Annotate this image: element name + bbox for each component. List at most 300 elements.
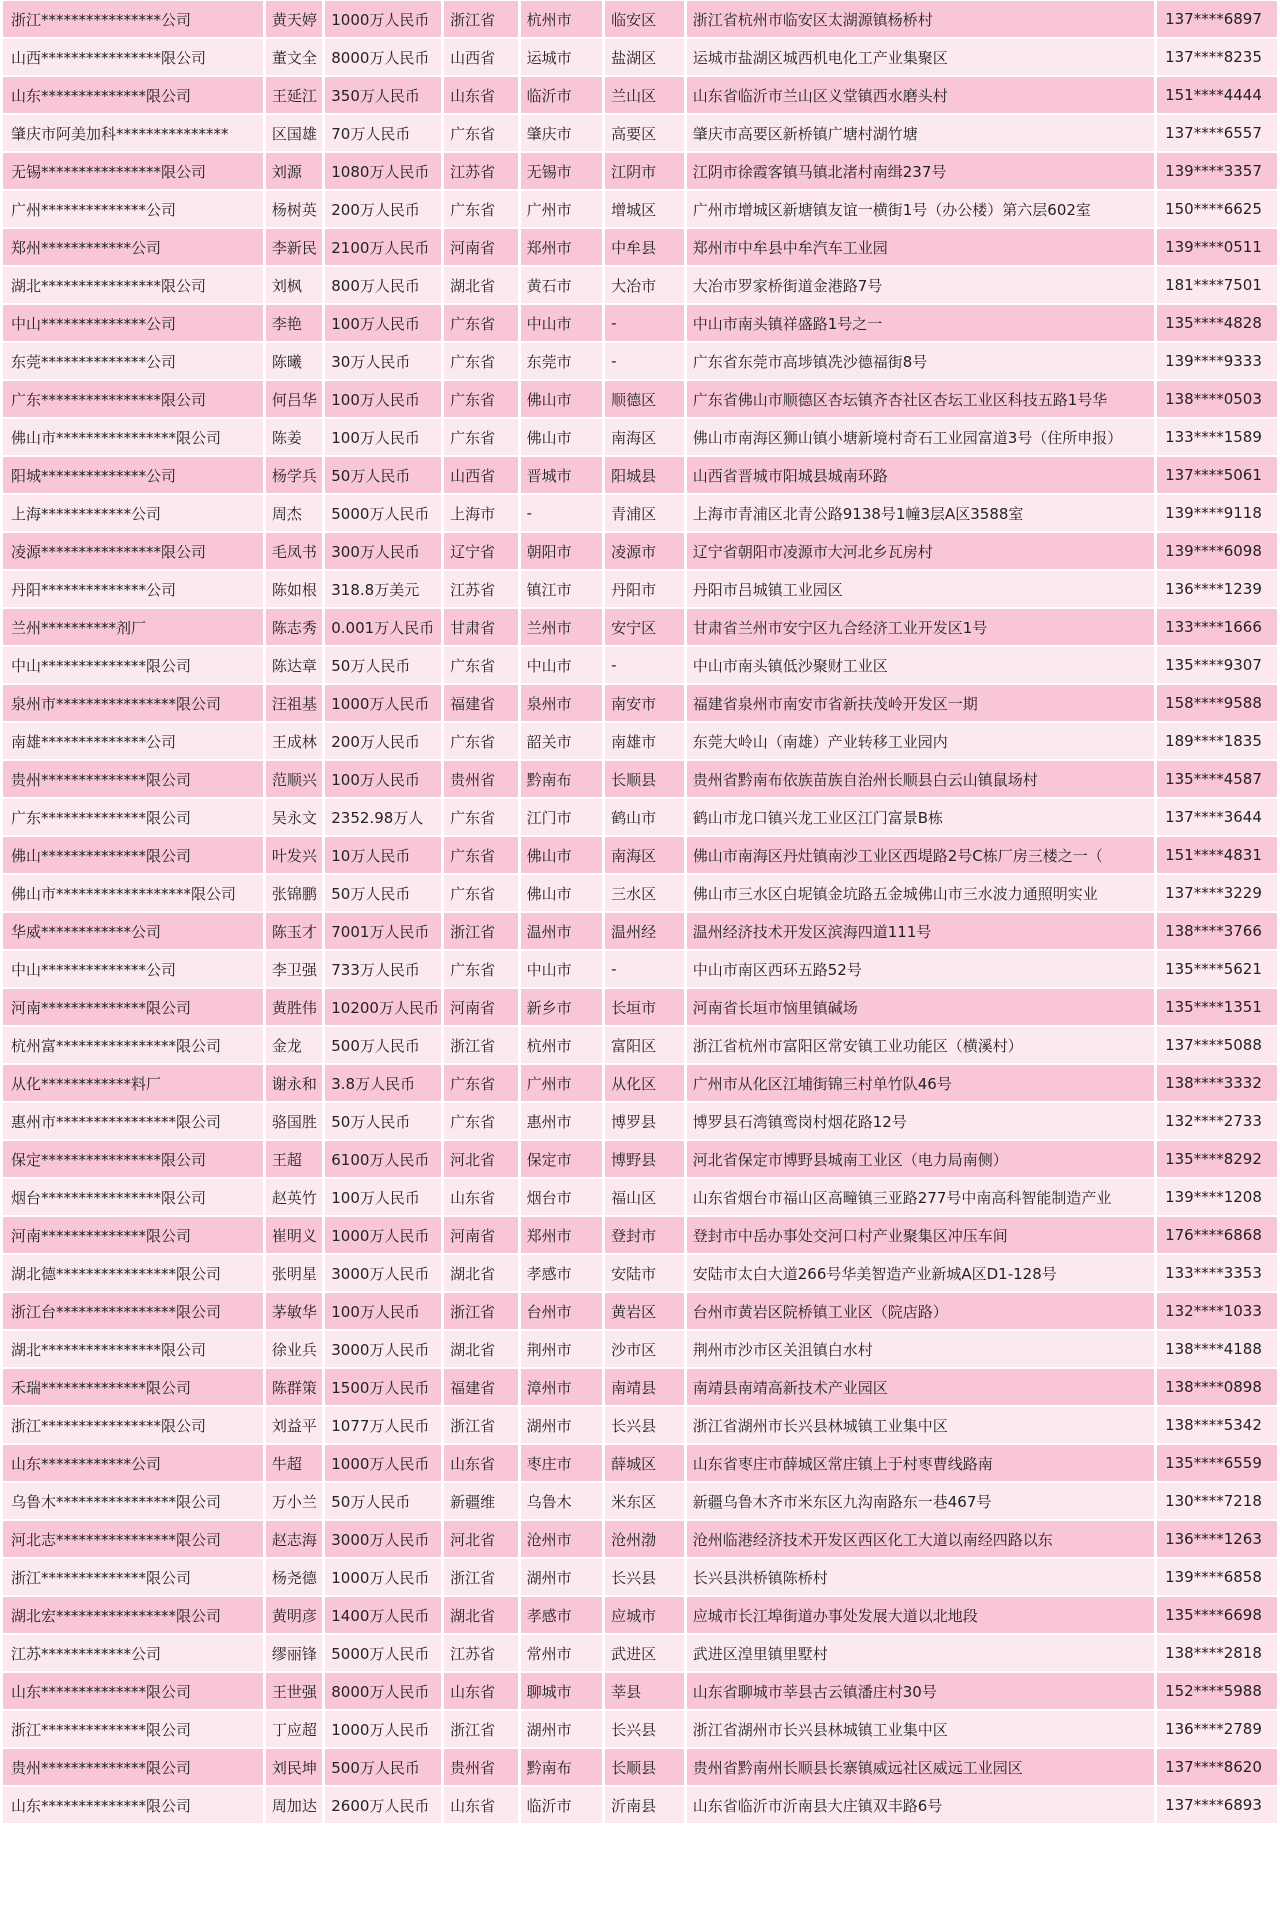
phone-cell[interactable]: 130****7218 <box>1157 1483 1277 1519</box>
company-name-cell[interactable]: 广东**************限公司 <box>3 799 263 835</box>
province-cell[interactable]: 江苏省 <box>444 571 518 607</box>
phone-cell[interactable]: 137****5088 <box>1157 1027 1277 1063</box>
city-cell[interactable]: 湖州市 <box>521 1711 603 1747</box>
company-name-cell[interactable]: 广州**************公司 <box>3 191 263 227</box>
phone-cell[interactable]: 176****6868 <box>1157 1217 1277 1253</box>
district-cell[interactable]: 米东区 <box>605 1483 684 1519</box>
registered-capital-cell[interactable]: 200万人民币 <box>325 191 441 227</box>
address-cell[interactable]: 安陆市太白大道266号华美智造产业新城A区D1-128号 <box>687 1255 1154 1291</box>
city-cell[interactable]: - <box>521 495 603 531</box>
registered-capital-cell[interactable]: 50万人民币 <box>325 1103 441 1139</box>
province-cell[interactable]: 山东省 <box>444 77 518 113</box>
city-cell[interactable]: 兰州市 <box>521 609 603 645</box>
district-cell[interactable]: 长兴县 <box>605 1559 684 1595</box>
phone-cell[interactable]: 139****9333 <box>1157 343 1277 379</box>
city-cell[interactable]: 无锡市 <box>521 153 603 189</box>
registered-capital-cell[interactable]: 8000万人民币 <box>325 1673 441 1709</box>
province-cell[interactable]: 广东省 <box>444 951 518 987</box>
province-cell[interactable]: 辽宁省 <box>444 533 518 569</box>
province-cell[interactable]: 福建省 <box>444 1369 518 1405</box>
legal-person-cell[interactable]: 陈如根 <box>266 571 322 607</box>
address-cell[interactable]: 佛山市三水区白坭镇金坑路五金城佛山市三水波力通照明实业 <box>687 875 1154 911</box>
city-cell[interactable]: 佛山市 <box>521 875 603 911</box>
phone-cell[interactable]: 158****9588 <box>1157 685 1277 721</box>
phone-cell[interactable]: 139****0511 <box>1157 229 1277 265</box>
district-cell[interactable]: 富阳区 <box>605 1027 684 1063</box>
district-cell[interactable]: 江阴市 <box>605 153 684 189</box>
province-cell[interactable]: 浙江省 <box>444 1027 518 1063</box>
legal-person-cell[interactable]: 谢永和 <box>266 1065 322 1101</box>
registered-capital-cell[interactable]: 3000万人民币 <box>325 1255 441 1291</box>
district-cell[interactable]: 安宁区 <box>605 609 684 645</box>
phone-cell[interactable]: 137****6557 <box>1157 115 1277 151</box>
district-cell[interactable]: 福山区 <box>605 1179 684 1215</box>
registered-capital-cell[interactable]: 2352.98万人 <box>325 799 441 835</box>
city-cell[interactable]: 中山市 <box>521 951 603 987</box>
province-cell[interactable]: 山西省 <box>444 39 518 75</box>
phone-cell[interactable]: 189****1835 <box>1157 723 1277 759</box>
city-cell[interactable]: 黔南布 <box>521 1749 603 1785</box>
district-cell[interactable]: 南靖县 <box>605 1369 684 1405</box>
city-cell[interactable]: 杭州市 <box>521 1 603 37</box>
district-cell[interactable]: - <box>605 647 684 683</box>
city-cell[interactable]: 郑州市 <box>521 229 603 265</box>
city-cell[interactable]: 临沂市 <box>521 77 603 113</box>
province-cell[interactable]: 广东省 <box>444 419 518 455</box>
province-cell[interactable]: 河南省 <box>444 989 518 1025</box>
legal-person-cell[interactable]: 汪祖基 <box>266 685 322 721</box>
address-cell[interactable]: 荆州市沙市区关沮镇白水村 <box>687 1331 1154 1367</box>
address-cell[interactable]: 郑州市中牟县中牟汽车工业园 <box>687 229 1154 265</box>
city-cell[interactable]: 温州市 <box>521 913 603 949</box>
legal-person-cell[interactable]: 张锦鹏 <box>266 875 322 911</box>
district-cell[interactable]: 温州经 <box>605 913 684 949</box>
city-cell[interactable]: 韶关市 <box>521 723 603 759</box>
province-cell[interactable]: 江苏省 <box>444 153 518 189</box>
registered-capital-cell[interactable]: 0.001万人民币 <box>325 609 441 645</box>
legal-person-cell[interactable]: 陈群策 <box>266 1369 322 1405</box>
district-cell[interactable]: 顺德区 <box>605 381 684 417</box>
phone-cell[interactable]: 135****8292 <box>1157 1141 1277 1177</box>
district-cell[interactable]: 博野县 <box>605 1141 684 1177</box>
registered-capital-cell[interactable]: 50万人民币 <box>325 457 441 493</box>
address-cell[interactable]: 山东省枣庄市薛城区常庄镇上于村枣曹线路南 <box>687 1445 1154 1481</box>
legal-person-cell[interactable]: 周加达 <box>266 1787 322 1823</box>
address-cell[interactable]: 大冶市罗家桥街道金港路7号 <box>687 267 1154 303</box>
province-cell[interactable]: 山东省 <box>444 1787 518 1823</box>
registered-capital-cell[interactable]: 50万人民币 <box>325 875 441 911</box>
province-cell[interactable]: 山西省 <box>444 457 518 493</box>
company-name-cell[interactable]: 湖北宏****************限公司 <box>3 1597 263 1633</box>
registered-capital-cell[interactable]: 5000万人民币 <box>325 495 441 531</box>
legal-person-cell[interactable]: 骆国胜 <box>266 1103 322 1139</box>
legal-person-cell[interactable]: 刘枫 <box>266 267 322 303</box>
company-name-cell[interactable]: 上海************公司 <box>3 495 263 531</box>
phone-cell[interactable]: 137****5061 <box>1157 457 1277 493</box>
phone-cell[interactable]: 151****4831 <box>1157 837 1277 873</box>
registered-capital-cell[interactable]: 500万人民币 <box>325 1027 441 1063</box>
city-cell[interactable]: 东莞市 <box>521 343 603 379</box>
district-cell[interactable]: 长顺县 <box>605 761 684 797</box>
address-cell[interactable]: 河北省保定市博野县城南工业区（电力局南侧） <box>687 1141 1154 1177</box>
company-name-cell[interactable]: 广东****************限公司 <box>3 381 263 417</box>
phone-cell[interactable]: 132****1033 <box>1157 1293 1277 1329</box>
registered-capital-cell[interactable]: 70万人民币 <box>325 115 441 151</box>
legal-person-cell[interactable]: 黄明彦 <box>266 1597 322 1633</box>
company-name-cell[interactable]: 浙江**************限公司 <box>3 1711 263 1747</box>
company-name-cell[interactable]: 浙江台****************限公司 <box>3 1293 263 1329</box>
province-cell[interactable]: 新疆维 <box>444 1483 518 1519</box>
phone-cell[interactable]: 138****3332 <box>1157 1065 1277 1101</box>
city-cell[interactable]: 广州市 <box>521 191 603 227</box>
company-name-cell[interactable]: 兰州**********剂厂 <box>3 609 263 645</box>
district-cell[interactable]: 南安市 <box>605 685 684 721</box>
district-cell[interactable]: 博罗县 <box>605 1103 684 1139</box>
company-name-cell[interactable]: 贵州**************限公司 <box>3 761 263 797</box>
district-cell[interactable]: 青浦区 <box>605 495 684 531</box>
address-cell[interactable]: 博罗县石湾镇鸾岗村烟花路12号 <box>687 1103 1154 1139</box>
legal-person-cell[interactable]: 区国雄 <box>266 115 322 151</box>
company-name-cell[interactable]: 惠州市****************限公司 <box>3 1103 263 1139</box>
registered-capital-cell[interactable]: 200万人民币 <box>325 723 441 759</box>
registered-capital-cell[interactable]: 1500万人民币 <box>325 1369 441 1405</box>
city-cell[interactable]: 台州市 <box>521 1293 603 1329</box>
province-cell[interactable]: 河南省 <box>444 229 518 265</box>
registered-capital-cell[interactable]: 6100万人民币 <box>325 1141 441 1177</box>
registered-capital-cell[interactable]: 300万人民币 <box>325 533 441 569</box>
company-name-cell[interactable]: 浙江****************公司 <box>3 1 263 37</box>
province-cell[interactable]: 广东省 <box>444 723 518 759</box>
district-cell[interactable]: - <box>605 951 684 987</box>
province-cell[interactable]: 湖北省 <box>444 1331 518 1367</box>
legal-person-cell[interactable]: 缪丽锋 <box>266 1635 322 1671</box>
city-cell[interactable]: 晋城市 <box>521 457 603 493</box>
district-cell[interactable]: 兰山区 <box>605 77 684 113</box>
legal-person-cell[interactable]: 李艳 <box>266 305 322 341</box>
registered-capital-cell[interactable]: 318.8万美元 <box>325 571 441 607</box>
legal-person-cell[interactable]: 杨树英 <box>266 191 322 227</box>
district-cell[interactable]: 长顺县 <box>605 1749 684 1785</box>
company-name-cell[interactable]: 乌鲁木****************限公司 <box>3 1483 263 1519</box>
district-cell[interactable]: 南海区 <box>605 419 684 455</box>
district-cell[interactable]: 凌源市 <box>605 533 684 569</box>
phone-cell[interactable]: 136****2789 <box>1157 1711 1277 1747</box>
province-cell[interactable]: 广东省 <box>444 343 518 379</box>
address-cell[interactable]: 新疆乌鲁木齐市米东区九沟南路东一巷467号 <box>687 1483 1154 1519</box>
company-name-cell[interactable]: 保定****************限公司 <box>3 1141 263 1177</box>
province-cell[interactable]: 上海市 <box>444 495 518 531</box>
registered-capital-cell[interactable]: 50万人民币 <box>325 1483 441 1519</box>
province-cell[interactable]: 河北省 <box>444 1141 518 1177</box>
district-cell[interactable]: 武进区 <box>605 1635 684 1671</box>
address-cell[interactable]: 佛山市南海区狮山镇小塘新境村奇石工业园富道3号（住所申报） <box>687 419 1154 455</box>
company-name-cell[interactable]: 佛山**************限公司 <box>3 837 263 873</box>
province-cell[interactable]: 河南省 <box>444 1217 518 1253</box>
legal-person-cell[interactable]: 茅敏华 <box>266 1293 322 1329</box>
district-cell[interactable]: 南雄市 <box>605 723 684 759</box>
district-cell[interactable]: 薛城区 <box>605 1445 684 1481</box>
company-name-cell[interactable]: 中山**************限公司 <box>3 647 263 683</box>
province-cell[interactable]: 广东省 <box>444 1065 518 1101</box>
city-cell[interactable]: 孝感市 <box>521 1597 603 1633</box>
address-cell[interactable]: 山西省晋城市阳城县城南环路 <box>687 457 1154 493</box>
address-cell[interactable]: 沧州临港经济技术开发区西区化工大道以南经四路以东 <box>687 1521 1154 1557</box>
city-cell[interactable]: 朝阳市 <box>521 533 603 569</box>
company-name-cell[interactable]: 中山**************公司 <box>3 305 263 341</box>
legal-person-cell[interactable]: 陈曦 <box>266 343 322 379</box>
province-cell[interactable]: 广东省 <box>444 647 518 683</box>
address-cell[interactable]: 长兴县洪桥镇陈桥村 <box>687 1559 1154 1595</box>
province-cell[interactable]: 贵州省 <box>444 1749 518 1785</box>
phone-cell[interactable]: 135****5621 <box>1157 951 1277 987</box>
district-cell[interactable]: 增城区 <box>605 191 684 227</box>
province-cell[interactable]: 福建省 <box>444 685 518 721</box>
legal-person-cell[interactable]: 杨学兵 <box>266 457 322 493</box>
address-cell[interactable]: 佛山市南海区丹灶镇南沙工业区西堤路2号C栋厂房三楼之一（ <box>687 837 1154 873</box>
registered-capital-cell[interactable]: 1000万人民币 <box>325 1217 441 1253</box>
city-cell[interactable]: 荆州市 <box>521 1331 603 1367</box>
city-cell[interactable]: 惠州市 <box>521 1103 603 1139</box>
province-cell[interactable]: 广东省 <box>444 115 518 151</box>
phone-cell[interactable]: 135****4587 <box>1157 761 1277 797</box>
address-cell[interactable]: 广州市从化区江埔街锦三村单竹队46号 <box>687 1065 1154 1101</box>
address-cell[interactable]: 台州市黄岩区院桥镇工业区（院店路） <box>687 1293 1154 1329</box>
phone-cell[interactable]: 139****9118 <box>1157 495 1277 531</box>
address-cell[interactable]: 浙江省湖州市长兴县林城镇工业集中区 <box>687 1711 1154 1747</box>
phone-cell[interactable]: 137****8620 <box>1157 1749 1277 1785</box>
phone-cell[interactable]: 137****6897 <box>1157 1 1277 37</box>
legal-person-cell[interactable]: 王世强 <box>266 1673 322 1709</box>
phone-cell[interactable]: 181****7501 <box>1157 267 1277 303</box>
company-name-cell[interactable]: 湖北****************限公司 <box>3 1331 263 1367</box>
phone-cell[interactable]: 137****3229 <box>1157 875 1277 911</box>
registered-capital-cell[interactable]: 3000万人民币 <box>325 1521 441 1557</box>
registered-capital-cell[interactable]: 10200万人民币 <box>325 989 441 1025</box>
address-cell[interactable]: 武进区湟里镇里墅村 <box>687 1635 1154 1671</box>
company-name-cell[interactable]: 泉州市****************限公司 <box>3 685 263 721</box>
legal-person-cell[interactable]: 陈玉才 <box>266 913 322 949</box>
company-name-cell[interactable]: 南雄**************公司 <box>3 723 263 759</box>
legal-person-cell[interactable]: 陈志秀 <box>266 609 322 645</box>
legal-person-cell[interactable]: 金龙 <box>266 1027 322 1063</box>
phone-cell[interactable]: 135****6698 <box>1157 1597 1277 1633</box>
district-cell[interactable]: 鹤山市 <box>605 799 684 835</box>
legal-person-cell[interactable]: 吴永文 <box>266 799 322 835</box>
phone-cell[interactable]: 139****3357 <box>1157 153 1277 189</box>
legal-person-cell[interactable]: 黄胜伟 <box>266 989 322 1025</box>
phone-cell[interactable]: 138****0503 <box>1157 381 1277 417</box>
phone-cell[interactable]: 137****8235 <box>1157 39 1277 75</box>
district-cell[interactable]: 临安区 <box>605 1 684 37</box>
registered-capital-cell[interactable]: 100万人民币 <box>325 305 441 341</box>
phone-cell[interactable]: 150****6625 <box>1157 191 1277 227</box>
district-cell[interactable]: 沧州渤 <box>605 1521 684 1557</box>
city-cell[interactable]: 常州市 <box>521 1635 603 1671</box>
district-cell[interactable]: 长垣市 <box>605 989 684 1025</box>
registered-capital-cell[interactable]: 3.8万人民币 <box>325 1065 441 1101</box>
city-cell[interactable]: 孝感市 <box>521 1255 603 1291</box>
district-cell[interactable]: - <box>605 305 684 341</box>
phone-cell[interactable]: 139****6858 <box>1157 1559 1277 1595</box>
legal-person-cell[interactable]: 董文全 <box>266 39 322 75</box>
city-cell[interactable]: 中山市 <box>521 647 603 683</box>
province-cell[interactable]: 山东省 <box>444 1445 518 1481</box>
city-cell[interactable]: 枣庄市 <box>521 1445 603 1481</box>
city-cell[interactable]: 聊城市 <box>521 1673 603 1709</box>
address-cell[interactable]: 中山市南头镇祥盛路1号之一 <box>687 305 1154 341</box>
legal-person-cell[interactable]: 王超 <box>266 1141 322 1177</box>
company-name-cell[interactable]: 山东************公司 <box>3 1445 263 1481</box>
registered-capital-cell[interactable]: 100万人民币 <box>325 1179 441 1215</box>
company-name-cell[interactable]: 郑州************公司 <box>3 229 263 265</box>
registered-capital-cell[interactable]: 1000万人民币 <box>325 1711 441 1747</box>
registered-capital-cell[interactable]: 5000万人民币 <box>325 1635 441 1671</box>
legal-person-cell[interactable]: 刘益平 <box>266 1407 322 1443</box>
company-name-cell[interactable]: 烟台****************限公司 <box>3 1179 263 1215</box>
legal-person-cell[interactable]: 李新民 <box>266 229 322 265</box>
city-cell[interactable]: 运城市 <box>521 39 603 75</box>
registered-capital-cell[interactable]: 100万人民币 <box>325 761 441 797</box>
registered-capital-cell[interactable]: 10万人民币 <box>325 837 441 873</box>
address-cell[interactable]: 辽宁省朝阳市凌源市大河北乡瓦房村 <box>687 533 1154 569</box>
legal-person-cell[interactable]: 赵志海 <box>266 1521 322 1557</box>
legal-person-cell[interactable]: 周杰 <box>266 495 322 531</box>
legal-person-cell[interactable]: 杨尧德 <box>266 1559 322 1595</box>
province-cell[interactable]: 河北省 <box>444 1521 518 1557</box>
company-name-cell[interactable]: 凌源****************限公司 <box>3 533 263 569</box>
company-name-cell[interactable]: 无锡****************限公司 <box>3 153 263 189</box>
address-cell[interactable]: 登封市中岳办事处交河口村产业聚集区冲压车间 <box>687 1217 1154 1253</box>
address-cell[interactable]: 浙江省杭州市富阳区常安镇工业功能区（横溪村） <box>687 1027 1154 1063</box>
city-cell[interactable]: 临沂市 <box>521 1787 603 1823</box>
registered-capital-cell[interactable]: 500万人民币 <box>325 1749 441 1785</box>
province-cell[interactable]: 广东省 <box>444 191 518 227</box>
legal-person-cell[interactable]: 王延江 <box>266 77 322 113</box>
province-cell[interactable]: 贵州省 <box>444 761 518 797</box>
legal-person-cell[interactable]: 刘民坤 <box>266 1749 322 1785</box>
phone-cell[interactable]: 135****4828 <box>1157 305 1277 341</box>
city-cell[interactable]: 江门市 <box>521 799 603 835</box>
legal-person-cell[interactable]: 范顺兴 <box>266 761 322 797</box>
district-cell[interactable]: 应城市 <box>605 1597 684 1633</box>
address-cell[interactable]: 中山市南头镇低沙聚财工业区 <box>687 647 1154 683</box>
city-cell[interactable]: 黔南布 <box>521 761 603 797</box>
city-cell[interactable]: 佛山市 <box>521 419 603 455</box>
registered-capital-cell[interactable]: 2600万人民币 <box>325 1787 441 1823</box>
district-cell[interactable]: 长兴县 <box>605 1711 684 1747</box>
address-cell[interactable]: 甘肃省兰州市安宁区九合经济工业开发区1号 <box>687 609 1154 645</box>
legal-person-cell[interactable]: 毛凤书 <box>266 533 322 569</box>
phone-cell[interactable]: 138****0898 <box>1157 1369 1277 1405</box>
legal-person-cell[interactable]: 王成林 <box>266 723 322 759</box>
province-cell[interactable]: 山东省 <box>444 1179 518 1215</box>
phone-cell[interactable]: 135****6559 <box>1157 1445 1277 1481</box>
phone-cell[interactable]: 133****1666 <box>1157 609 1277 645</box>
address-cell[interactable]: 河南省长垣市恼里镇碱场 <box>687 989 1154 1025</box>
registered-capital-cell[interactable]: 1000万人民币 <box>325 1 441 37</box>
district-cell[interactable]: 中牟县 <box>605 229 684 265</box>
phone-cell[interactable]: 138****5342 <box>1157 1407 1277 1443</box>
phone-cell[interactable]: 136****1239 <box>1157 571 1277 607</box>
registered-capital-cell[interactable]: 50万人民币 <box>325 647 441 683</box>
company-name-cell[interactable]: 河南**************限公司 <box>3 989 263 1025</box>
district-cell[interactable]: 大冶市 <box>605 267 684 303</box>
district-cell[interactable]: 沂南县 <box>605 1787 684 1823</box>
city-cell[interactable]: 漳州市 <box>521 1369 603 1405</box>
address-cell[interactable]: 山东省聊城市莘县古云镇潘庄村30号 <box>687 1673 1154 1709</box>
city-cell[interactable]: 乌鲁木 <box>521 1483 603 1519</box>
registered-capital-cell[interactable]: 100万人民币 <box>325 381 441 417</box>
city-cell[interactable]: 镇江市 <box>521 571 603 607</box>
city-cell[interactable]: 佛山市 <box>521 837 603 873</box>
province-cell[interactable]: 江苏省 <box>444 1635 518 1671</box>
legal-person-cell[interactable]: 牛超 <box>266 1445 322 1481</box>
city-cell[interactable]: 广州市 <box>521 1065 603 1101</box>
company-name-cell[interactable]: 从化************料厂 <box>3 1065 263 1101</box>
city-cell[interactable]: 新乡市 <box>521 989 603 1025</box>
company-name-cell[interactable]: 佛山市****************限公司 <box>3 419 263 455</box>
province-cell[interactable]: 湖北省 <box>444 267 518 303</box>
registered-capital-cell[interactable]: 7001万人民币 <box>325 913 441 949</box>
address-cell[interactable]: 肇庆市高要区新桥镇广塘村湖竹塘 <box>687 115 1154 151</box>
address-cell[interactable]: 山东省临沂市兰山区义堂镇西水磨头村 <box>687 77 1154 113</box>
registered-capital-cell[interactable]: 733万人民币 <box>325 951 441 987</box>
address-cell[interactable]: 上海市青浦区北青公路9138号1幢3层A区3588室 <box>687 495 1154 531</box>
province-cell[interactable]: 湖北省 <box>444 1255 518 1291</box>
legal-person-cell[interactable]: 陈姜 <box>266 419 322 455</box>
district-cell[interactable]: 南海区 <box>605 837 684 873</box>
address-cell[interactable]: 中山市南区西环五路52号 <box>687 951 1154 987</box>
city-cell[interactable]: 泉州市 <box>521 685 603 721</box>
city-cell[interactable]: 郑州市 <box>521 1217 603 1253</box>
legal-person-cell[interactable]: 赵英竹 <box>266 1179 322 1215</box>
city-cell[interactable]: 烟台市 <box>521 1179 603 1215</box>
address-cell[interactable]: 广州市增城区新塘镇友谊一横街1号（办公楼）第六层602室 <box>687 191 1154 227</box>
city-cell[interactable]: 杭州市 <box>521 1027 603 1063</box>
district-cell[interactable]: 高要区 <box>605 115 684 151</box>
address-cell[interactable]: 福建省泉州市南安市省新扶茂岭开发区一期 <box>687 685 1154 721</box>
phone-cell[interactable]: 138****4188 <box>1157 1331 1277 1367</box>
address-cell[interactable]: 江阴市徐霞客镇马镇北渚村南缉237号 <box>687 153 1154 189</box>
address-cell[interactable]: 广东省东莞市高埗镇冼沙德福街8号 <box>687 343 1154 379</box>
address-cell[interactable]: 南靖县南靖高新技术产业园区 <box>687 1369 1154 1405</box>
company-name-cell[interactable]: 山东**************限公司 <box>3 1787 263 1823</box>
province-cell[interactable]: 浙江省 <box>444 1 518 37</box>
district-cell[interactable]: - <box>605 343 684 379</box>
phone-cell[interactable]: 138****2818 <box>1157 1635 1277 1671</box>
phone-cell[interactable]: 133****1589 <box>1157 419 1277 455</box>
phone-cell[interactable]: 133****3353 <box>1157 1255 1277 1291</box>
province-cell[interactable]: 广东省 <box>444 381 518 417</box>
company-name-cell[interactable]: 河北志****************限公司 <box>3 1521 263 1557</box>
district-cell[interactable]: 长兴县 <box>605 1407 684 1443</box>
province-cell[interactable]: 广东省 <box>444 837 518 873</box>
company-name-cell[interactable]: 佛山市******************限公司 <box>3 875 263 911</box>
district-cell[interactable]: 沙市区 <box>605 1331 684 1367</box>
phone-cell[interactable]: 137****6893 <box>1157 1787 1277 1823</box>
phone-cell[interactable]: 135****9307 <box>1157 647 1277 683</box>
legal-person-cell[interactable]: 黄天婷 <box>266 1 322 37</box>
phone-cell[interactable]: 137****3644 <box>1157 799 1277 835</box>
legal-person-cell[interactable]: 叶发兴 <box>266 837 322 873</box>
registered-capital-cell[interactable]: 1000万人民币 <box>325 1559 441 1595</box>
province-cell[interactable]: 广东省 <box>444 1103 518 1139</box>
city-cell[interactable]: 佛山市 <box>521 381 603 417</box>
registered-capital-cell[interactable]: 1080万人民币 <box>325 153 441 189</box>
legal-person-cell[interactable]: 陈达章 <box>266 647 322 683</box>
registered-capital-cell[interactable]: 1000万人民币 <box>325 685 441 721</box>
address-cell[interactable]: 山东省烟台市福山区高疃镇三亚路277号中南高科智能制造产业 <box>687 1179 1154 1215</box>
